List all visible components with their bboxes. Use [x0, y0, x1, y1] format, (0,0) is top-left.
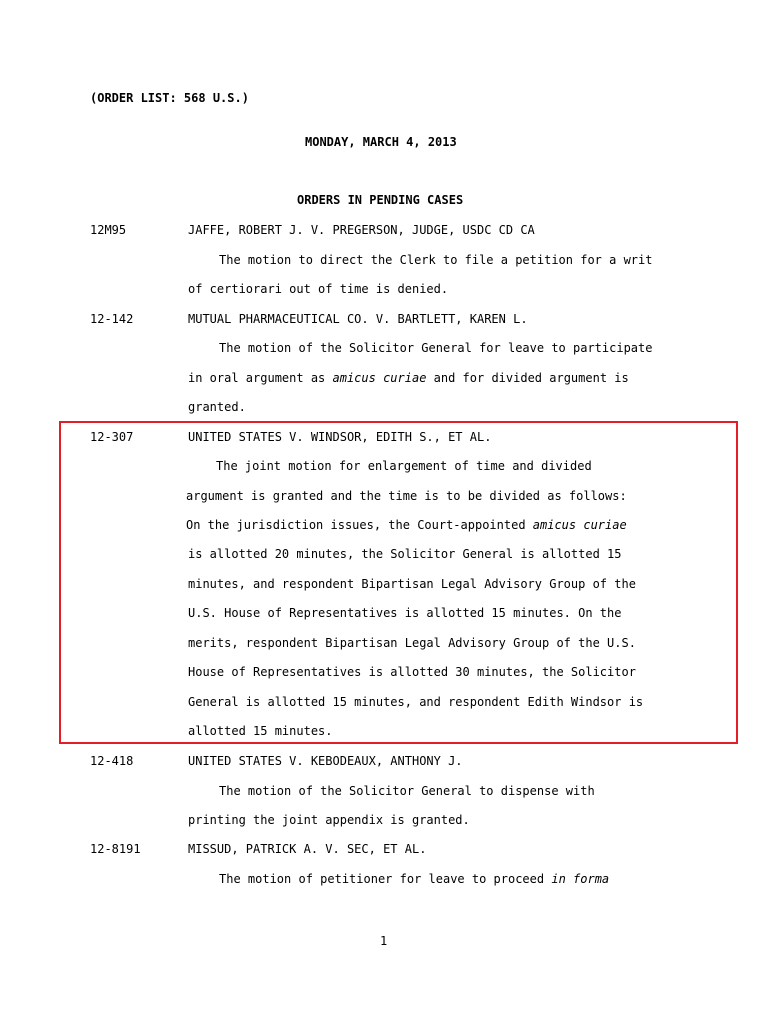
order-date: MONDAY, MARCH 4, 2013 — [305, 135, 457, 149]
case-number: 12-8191 — [90, 842, 141, 856]
case-text-line: argument is granted and the time is to be divided as follows: — [186, 489, 627, 503]
case-caption: UNITED STATES V. KEBODEAUX, ANTHONY J. — [188, 754, 463, 768]
case-number: 12-307 — [90, 430, 134, 444]
case-text-line: allotted 15 minutes. — [188, 724, 333, 738]
case-number: 12M95 — [90, 223, 127, 237]
text-run: and for divided argument is — [426, 371, 629, 385]
italic-term: amicus curiae — [532, 518, 627, 532]
section-title: ORDERS IN PENDING CASES — [297, 193, 464, 207]
case-text-line: merits, respondent Bipartisan Legal Advisory Group of the U.S. — [188, 636, 636, 650]
case-text-line: General is allotted 15 minutes, and respondent Edith Windsor is — [188, 695, 644, 709]
page-number: 1 — [380, 934, 388, 948]
case-number: 12-418 — [90, 754, 134, 768]
text-run: On the jurisdiction issues, the Court-appointed — [186, 518, 533, 532]
case-text-line: of certiorari out of time is denied. — [188, 282, 449, 296]
order-list-heading: (ORDER LIST: 568 U.S.) — [90, 91, 249, 105]
case-text-line: The motion of the Solicitor General for leave to participate — [219, 341, 653, 355]
case-text-line: The motion of the Solicitor General to dispense with — [219, 784, 595, 798]
case-number: 12-142 — [90, 312, 134, 326]
text-run: in oral argument as — [188, 371, 333, 385]
case-text-line: House of Representatives is allotted 30 minutes, the Solicitor — [188, 665, 636, 679]
case-text-line: The joint motion for enlargement of time and divided — [216, 459, 592, 473]
case-text-line: minutes, and respondent Bipartisan Legal Advisory Group of the — [188, 577, 636, 591]
italic-term: amicus curiae — [332, 371, 427, 385]
case-text-line — [219, 872, 609, 886]
case-caption: UNITED STATES V. WINDSOR, EDITH S., ET AL. — [188, 430, 492, 444]
case-text-line: granted. — [188, 400, 246, 414]
case-text-line: The motion to direct the Clerk to file a petition for a writ — [219, 253, 653, 267]
case-text-line — [186, 518, 627, 532]
case-text-line: U.S. House of Representatives is allotted 15 minutes. On the — [188, 606, 622, 620]
case-text-line: is allotted 20 minutes, the Solicitor General is allotted 15 — [188, 547, 622, 561]
italic-term: in forma — [551, 872, 610, 886]
text-run: The motion of petitioner for leave to proceed — [219, 872, 552, 886]
case-text-line — [188, 371, 629, 385]
case-caption: MUTUAL PHARMACEUTICAL CO. V. BARTLETT, KAREN L. — [188, 312, 528, 326]
case-text-line: printing the joint appendix is granted. — [188, 813, 470, 827]
case-caption: MISSUD, PATRICK A. V. SEC, ET AL. — [188, 842, 427, 856]
case-caption: JAFFE, ROBERT J. V. PREGERSON, JUDGE, USDC CD CA — [188, 223, 535, 237]
